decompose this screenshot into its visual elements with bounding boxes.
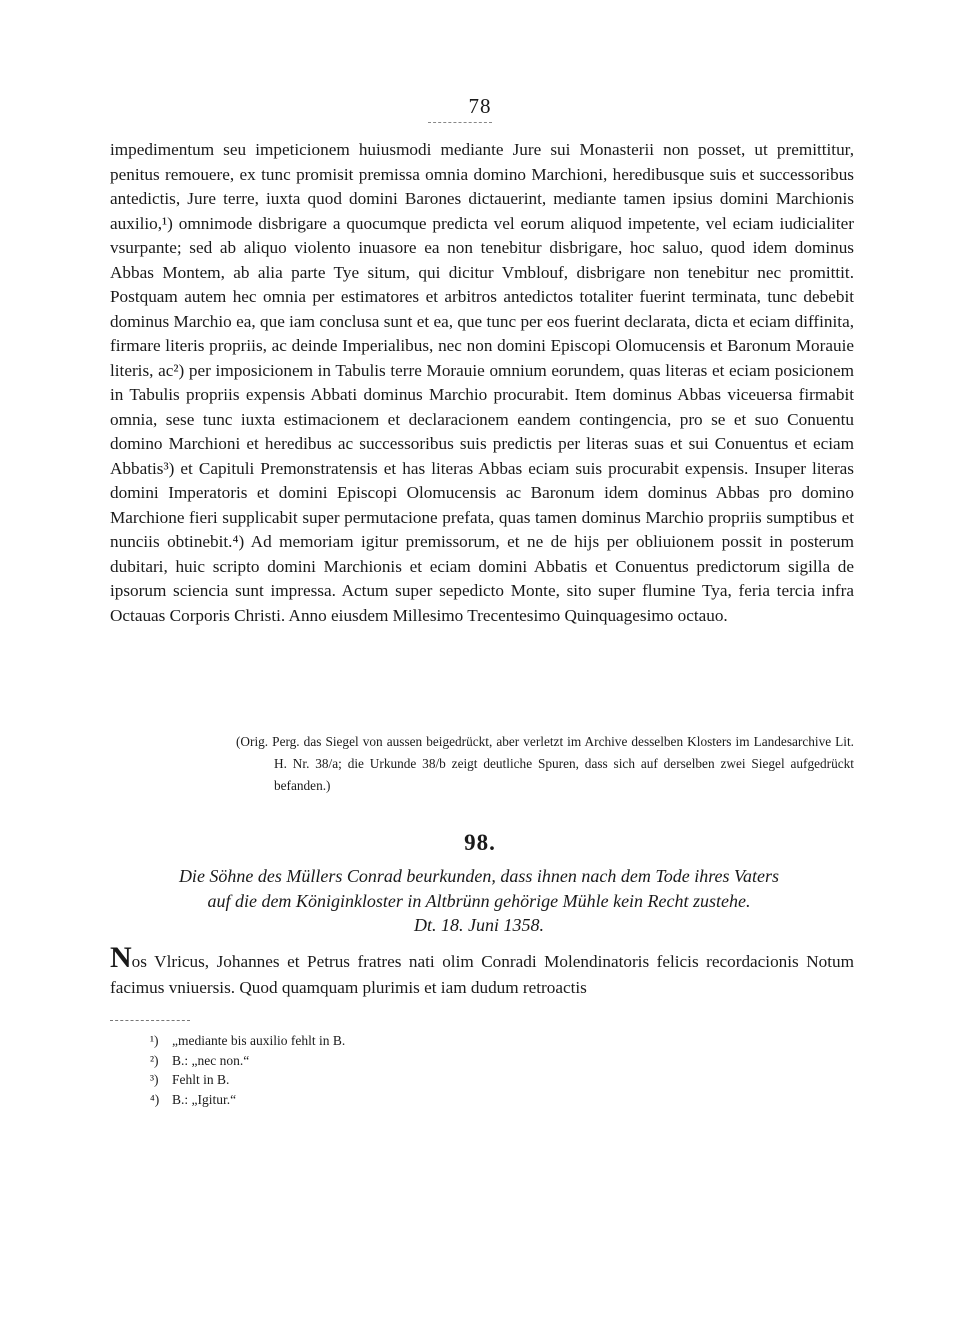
drop-initial: N (110, 941, 132, 974)
document-number: 98. (464, 830, 496, 855)
footnote-2 (150, 1051, 650, 1071)
page-number: 78 (468, 94, 492, 118)
opening-text: os Vlricus, Johannes et Petrus fratres nati olim Conradi Molendinatoris felicis recordacionis Notum facimus vniuersis. Quod quamquam plurimis et iam dudum retroactis (110, 952, 854, 997)
document-opening-text (110, 941, 854, 1000)
footnote-4 (150, 1090, 650, 1110)
heading-line-2: auf die dem Königinkloster in Altbrünn gehörige Mühle kein Recht zustehe. (207, 890, 751, 911)
footnote-text: B.: „Igitur.“ (172, 1091, 237, 1107)
footnote-mark: ⁴) (150, 1091, 160, 1107)
footnote-text: Fehlt in B. (172, 1072, 230, 1087)
heading-line-1: Die Söhne des Müllers Conrad beurkunden, dass ihnen nach dem Tode ihres Vaters (178, 866, 780, 886)
footnote-text: B.: „nec non.“ (172, 1052, 250, 1068)
footnotes (150, 1031, 650, 1109)
footnote-mark: ¹) (150, 1033, 159, 1048)
main-body-text (110, 138, 854, 628)
opening-paragraph (110, 941, 854, 1000)
body-paragraph: impedimentum seu impeticionem huiusmodi mediante Jure sui Monasterii non posset, ut premittitur, penitus remouere, ex tunc promisit premissa omnia domino Marchioni, heredibusque suis et successoribus antedictis, Jure terre, iuxta quod domini Barones dictauerint, mediante tamen ipsius domini Marchionis auxilio,¹) omnimode disbrigare a quocumque predicta vel eorum aliquod impetente, vel eciam iudicialiter vsurpante; sed ab aliquo violento inuasore ea non tenebitur disbrigare, hoc saluo, quod idem dominus Abbas Montem, ab alia parte Tye situm, qui dicitur Vmblouf, disbrigare non tenebitur nec promittit. Postquam autem hec omnia per estimatores et arbitros antedictos totaliter fuerint terminata, tunc debebit dominus Marchio ea, que iam conclusa sunt et ea, que tunc per eos fuerint declarata, dicta et eciam diffinita, firmare literis propriis, ac deinde Imperialibus, nec non domini Episcopi Olomucensis et Baronum Morauie literis, ac²) per imposicionem in Tabulis terre Morauie omnium eorundem, quas literas et eciam posicionem in Tabulis propriis expensis Abbati dominus Marchio procurabit. Item dominus Abbas viceuersa firmabit omnia, sese tunc iuxta estimacionem et declaracionem eandem contingencia, pro se et suo Conuentu domino Marchioni et heredibus ac successoribus suis predictis per literas suas et sui Conuentus et eciam Abbatis³) et Capituli Premonstratensis et has literas Abbas eciam suis procurabit expensis. Insuper literas domini Imperatoris et domini Episcopi Olomucensis ac Baronum idem dominus Abbas pro domino Marchione fieri supplicabit super permutacione prefata, quas tamen dominus Marchio propriis sumptibus et nunciis obtinebit.⁴) Ad memoriam igitur premissorum, et ne de hijs per obliuionem possit in posterum dubitari, huic scripto domini Marchionis et eciam domini Abbatis et Conuentus predictorum sigilla de ipsorum sciencia sunt impressa. Actum super sepedicto Monte, sito super flumine Tya, feria tercia infra Octauas Corporis Christi. Anno eiusdem Millesimo Trecentesimo Quinquagesimo octauo. (110, 140, 854, 625)
footnote-1 (150, 1031, 650, 1051)
original-source-note (236, 731, 854, 797)
heading-date: Dt. 18. Juni 1358. (414, 915, 544, 935)
footnote-text: „mediante bis auxilio fehlt in B. (172, 1033, 346, 1048)
footnote-mark: ²) (150, 1052, 159, 1068)
footnote-3 (150, 1070, 650, 1090)
footnote-mark: ³) (150, 1072, 159, 1087)
footnote-rule (110, 1020, 190, 1021)
document-heading (102, 864, 856, 938)
page-number-rule (428, 122, 492, 123)
source-note-text: (Orig. Perg. das Siegel von aussen beigedrückt, aber verletzt im Archive desselben Klosters im Landesarchive Lit. H. Nr. 38/a; die Urkunde 38/b zeigt deutliche Spuren, dass sich auf derselben zwei Siegel aufgedrückt befanden.) (236, 734, 854, 793)
